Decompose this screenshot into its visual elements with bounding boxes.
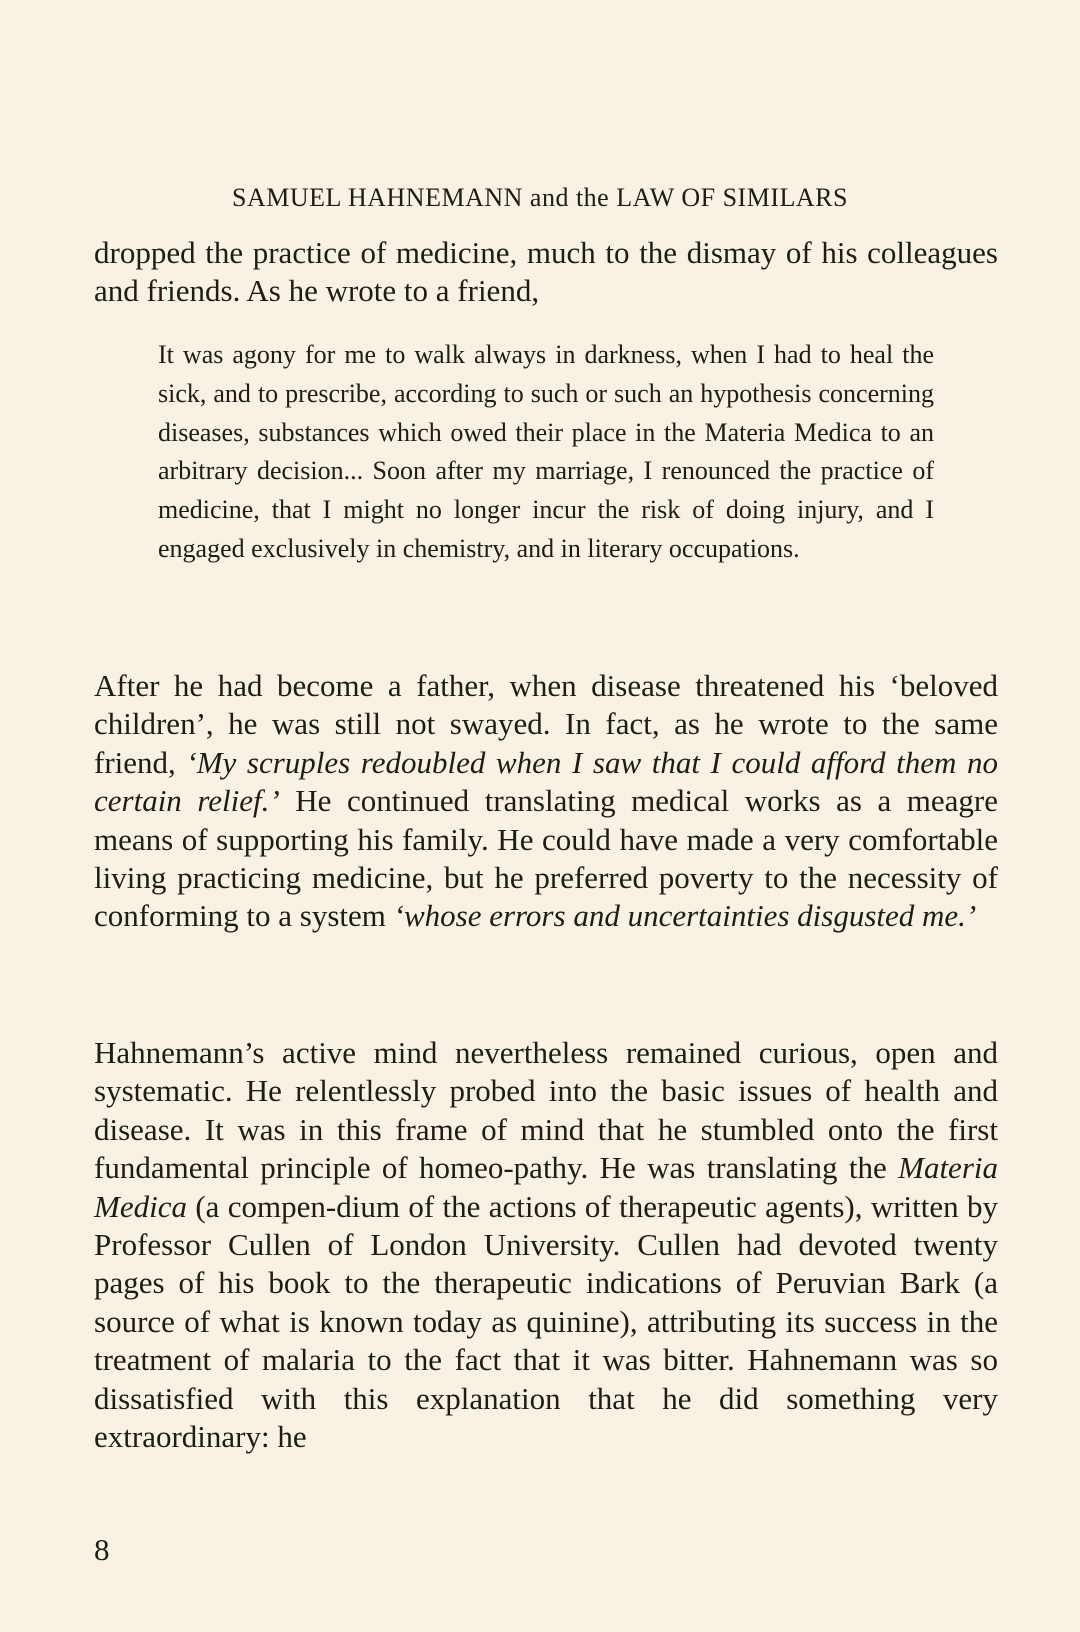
- paragraph-3-part-2: (a compen-dium of the actions of therapeutic agents), written by Professor Cullen of London University. Cullen had devoted twenty pages of his book to the therapeutic indications of Peruvian Bark (a source of what is known today as quinine), attributing its success in the treatment of malaria to the fact that it was bitter. Hahnemann was so dissatisfied with this explanation that he did something very extraordinary: he: [94, 1188, 998, 1455]
- paragraph-1: [94, 234, 998, 311]
- page-number: 8: [94, 1532, 110, 1567]
- paragraph-3-book-title: Materia Medica: [94, 1150, 998, 1224]
- running-head: SAMUEL HAHNEMANN and the LAW OF SIMILARS: [232, 183, 848, 212]
- paragraph-2-part-1: After he had become a father, when disease threatened his ‘beloved children’, he was still not swayed. In fact, as he wrote to the same friend,: [94, 668, 998, 780]
- paragraph-3: [94, 1034, 998, 1456]
- paragraph-2: [94, 667, 998, 936]
- paragraph-2-part-2: He continued translating medical works as a meagre means of supporting his family. He could have made a very comfortable living practicing medicine, but he preferred poverty to the necessity of conforming to a system: [94, 783, 998, 934]
- paragraph-3-part-1: Hahnemann’s active mind nevertheless remained curious, open and systematic. He relentlessly probed into the basic issues of health and disease. It was in this frame of mind that he stumbled onto the first fundamental principle of homeo-pathy. He was translating the: [94, 1035, 998, 1186]
- block-quote: [158, 336, 934, 569]
- block-quote-text: It was agony for me to walk always in darkness, when I had to heal the sick, and to prescribe, according to such or such an hypothesis concerning diseases, substances which owed their place in the Materia Medica to an arbitrary decision... Soon after my marriage, I renounced the practice of medicine, that I might no longer incur the risk of doing injury, and I engaged exclusively in chemistry, and in literary occupations.: [158, 340, 934, 563]
- paragraph-2-quote-1: ‘My scruples redoubled when I saw that I could afford them no certain relief.’: [94, 744, 998, 819]
- paragraph-1-text: dropped the practice of medicine, much to the dismay of his colleagues and friends. As he wrote to a friend,: [94, 235, 998, 309]
- paragraph-2-quote-2: ‘whose errors and uncertainties disgusted me.’: [393, 898, 977, 934]
